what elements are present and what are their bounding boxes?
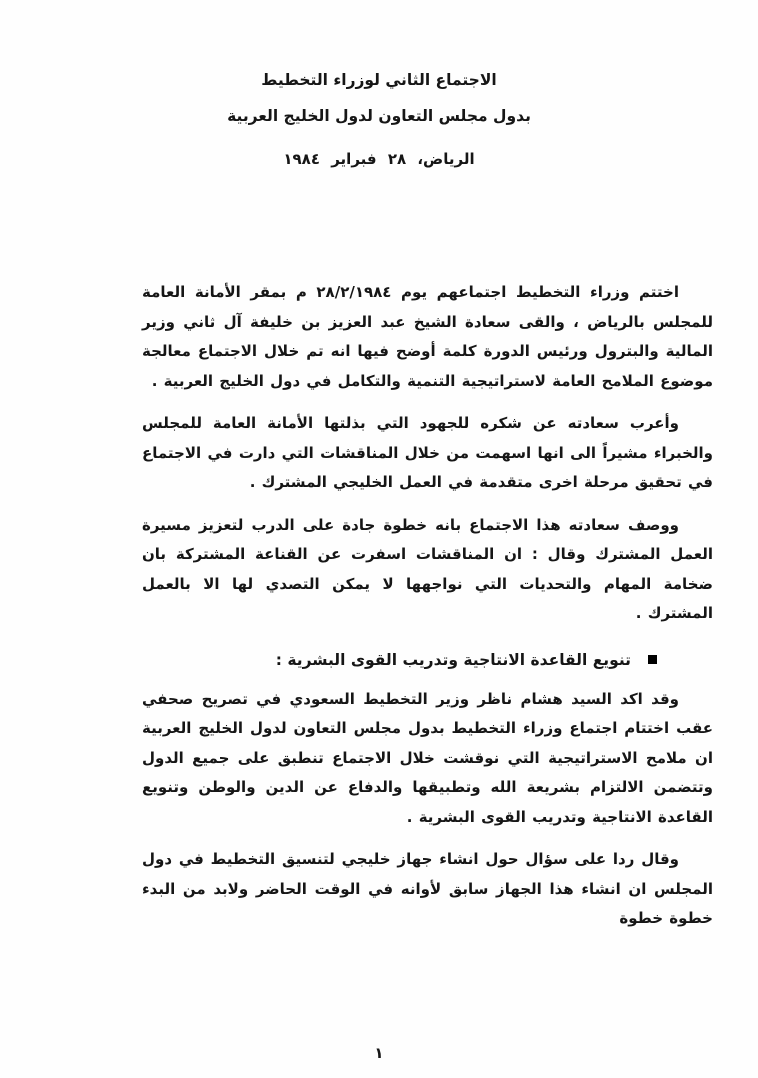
square-bullet-icon — [648, 655, 657, 664]
paragraph-section-1: وقد اكد السيد هشام ناظر وزير التخطيط السعودي في تصريح صحفي عقب اختتام اجتماع وزراء التخطيط بدول مجلس التعاون لدول الخليج العربية ان ملامح الاستراتيجية التي نوقشت خلال الاجتماع تنطبق على جميع الدول وتتضمن الالتزام بشريعة الله وتطبيقها والدفاع عن الدين والوطن وتنويع القاعدة الانتاجية وتدريب القوى البشرية . — [142, 689, 713, 826]
title-line-1: الاجتماع الثاني لوزراء التخطيط — [261, 71, 497, 89]
paragraph-section-2: وقال ردا على سؤال حول انشاء جهاز خليجي لتنسيق التخطيط في دول المجلس ان انشاء هذا الجهاز سابق لأوانه في الوقت الحاضر ولابد من البدء خطوة خطوة — [142, 850, 713, 927]
section-heading — [142, 651, 657, 669]
paragraph-intro-3: ووصف سعادته هذا الاجتماع بانه خطوة جادة على الدرب لتعزيز مسيرة العمل المشترك وقال : ان المناقشات اسفرت عن القناعة المشتركة بان ضخامة المهام والتحديات التي نواجهها لا يمكن التصدي لها الا بالعمل المشترك . — [142, 515, 713, 622]
paragraph-intro-1: اختتم وزراء التخطيط اجتماعهم يوم ٢٨/٢/١٩٨٤ م بمقر الأمانة العامة للمجلس بالرياض ، والقى سعادة الشيخ عبد العزيز بن خليفة آل ثاني وزير المالية والبترول ورئيس الدورة كلمة أوضح فيها انه تم خلال الاجتماع معالجة موضوع الملامح العامة لاستراتيجية التنمية والتكامل في دول الخليج العربية . — [142, 283, 713, 390]
page-number: ١ — [374, 1044, 384, 1062]
document-body — [0, 278, 758, 934]
paragraph-intro-2: وأعرب سعادته عن شكره للجهود التي بذلتها الأمانة العامة للمجلس والخبراء مشيراً الى انها اسهمت من خلال المناقشات التي دارت في الاجتماع في تحقيق مرحلة اخرى متقدمة في العمل الخليجي المشترك . — [142, 414, 713, 491]
document-title — [0, 0, 758, 134]
section-heading-text: تنويع القاعدة الانتاجية وتدريب القوى البشرية : — [275, 650, 631, 669]
title-line-2: بدول مجلس التعاون لدول الخليج العربية — [227, 107, 531, 125]
date-line: الرياض، ٢٨ فبراير ١٩٨٤ — [283, 150, 475, 168]
